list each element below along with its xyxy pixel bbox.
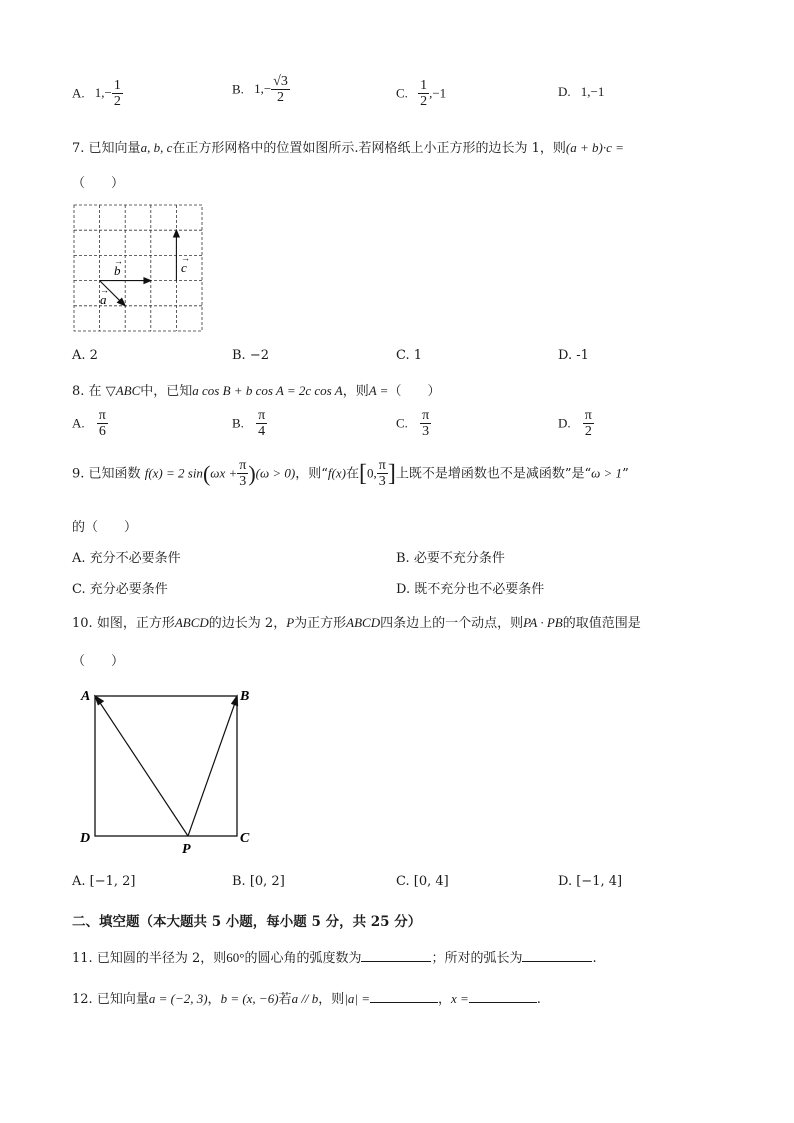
fig-label-c: C [240,831,250,846]
q10-text-e: 的取值范围是 [562,616,641,631]
q12-parallel: a // b [291,991,319,1006]
q9-fx: f(x) [327,465,346,481]
q12-stem [72,988,541,1007]
q10-text-a: 如图，正方形 [96,616,175,631]
q10-text-d: 四条边上的一个动点，则 [380,616,524,631]
q10-expression: PA · PB [523,615,563,630]
fig-label-p: P [182,842,191,857]
q6-option-a-letter: A. [72,85,85,101]
figure-vectors [95,696,238,836]
q9-text-b: ，则“ [295,466,328,482]
q6-option-b-fraction: $\frac{√3}{2}$ [273,74,288,106]
q8-paren: （ ） [388,384,441,399]
q12-blank-2[interactable] [469,990,537,1003]
q12-abs-a: |a| = [344,991,370,1006]
q8-option-d-fraction: $\frac{\pi}{2}$ [584,408,592,440]
q6-option-a-lead: 1,− [94,85,112,101]
q9-line2: 的（ ） [72,520,138,535]
q11-degree: 60° [226,950,245,965]
q12-vector-a: a = (−2, 3) [148,991,208,1006]
square-outline [95,696,237,836]
q7-vectors: a, b, c [140,140,173,155]
q8-option-c: C. $\frac{\pi}{3}$ [396,408,430,440]
q9-option-c: C. 充分必要条件 [72,582,168,597]
q8-option-d: D. $\frac{\pi}{2}$ [558,408,592,440]
q10-option-c: C. [0, 4] [396,874,449,889]
q6-option-d [558,84,604,100]
q7-grid-figure [70,200,210,336]
q8-text-a: 在 [88,384,102,399]
q9-text-a: 已知函数 [88,466,141,482]
q8-option-b: B. $\frac{\pi}{4}$ [232,408,266,440]
grid-label-c: c [181,260,187,275]
q8-text-c: ，则 [342,384,369,399]
grid-label-a-arrow: → [100,285,109,295]
q6-option-b-lead: 1,− [254,81,272,97]
q10-text-c: 为正方形 [294,616,347,631]
grid-label-c-arrow: → [181,253,190,263]
q11-text-b: 的圆心角的弧度数为 [244,951,362,966]
q8-option-a: A. $\frac{\pi}{6}$ [72,408,106,440]
q12-number: 12. [72,992,93,1007]
q6-option-d-text: 1,−1 [580,84,605,99]
q7-stem [72,137,624,156]
q11-stem [72,947,597,966]
q12-end: . [536,992,541,1007]
q9-option-a: A. 充分不必要条件 [72,551,181,566]
q10-option-d: D. [−1, 4] [558,874,623,889]
q9-text-c: 在 [345,466,359,482]
q8-text-b: 中，已知 [140,384,193,399]
q10-paren: （ ） [72,654,125,669]
section-2-title: 二、填空题（本大题共 5 小题，每小题 5 分，共 25 分） [72,914,422,930]
q10-stem [72,612,641,631]
q7-option-d: D. -1 [558,348,589,363]
grid-label-b: b [114,263,121,278]
q9-interval-end: $\frac{\pi}{3}$ [378,458,386,490]
q9-option-b: B. 必要不充分条件 [396,551,505,566]
q6-option-b-letter: B. [232,81,244,97]
q9-stem: 9. 已知函数 f(x) = 2 sin(ωx + $\frac{\pi}{3}$ )(ω > 0)，则“f(x)在[0, $\frac{\pi}{3}$ ]上既不是增函数也不是减函数”是“ω > 1” [72,458,629,490]
q8-answer-lead: A = [368,383,389,398]
q8-stem [72,380,440,399]
fig-label-a: A [81,689,91,704]
q9-pi-over-3: $\frac{\pi}{3}$ [239,458,247,490]
q9-option-d: D. 既不充分也不必要条件 [396,582,545,597]
q12-x-eq: x = [451,991,469,1006]
q6-option-a [72,78,123,110]
q7-expression: (a + b)·c = [565,140,624,155]
q7-option-a: A. 2 [72,348,98,363]
q8-option-a-fraction: $\frac{\pi}{6}$ [98,408,106,440]
q7-option-b: B. −2 [232,348,269,363]
q12-text-b: 若 [278,992,292,1007]
q8-expression: a cos B + b cos A = 2c cos A [192,383,343,398]
q12-comma: ， [437,992,451,1007]
q9-omega: ω > 1 [591,465,623,481]
q10-square-figure [74,682,264,858]
q10-square-2: ABCD [346,615,381,630]
q12-vector-b: b = (x, −6) [220,991,279,1006]
q9-text-d: 上既不是增函数也不是减函数”是“ [395,466,592,482]
q11-blank-1[interactable] [361,949,431,962]
q10-square: ABCD [174,615,209,630]
q7-text-b: 在正方形网格中的位置如图所示.若网格纸上小正方形的边长为 1，则 [172,141,566,156]
q6-option-d-letter: D. [558,84,571,99]
q9-condition: (ω > 0) [255,465,296,481]
q7-option-c: C. 1 [396,348,423,363]
q12-sep: ， [207,992,221,1007]
q6-option-b [232,74,290,106]
q10-option-b: B. [0, 2] [232,874,285,889]
q6-option-c-tail: ,−1 [429,85,447,101]
q10-text-b: 的边长为 2， [208,616,287,631]
q11-blank-2[interactable] [522,949,592,962]
vector-arrows [100,230,180,306]
q11-text-a: 已知圆的半径为 2，则 [96,951,227,966]
fig-label-b: B [240,689,250,704]
q7-text-a: 已知向量 [88,141,141,156]
q8-option-c-fraction: $\frac{\pi}{3}$ [422,408,430,440]
q7-number: 7. [72,141,85,156]
q9-function: f(x) = 2 sin [144,465,203,481]
q9-inner: ωx + [210,465,238,481]
q11-text-c: ；所对的弧长为 [431,951,523,966]
q9-text-e: ” [622,466,629,482]
q9-number: 9. [72,466,85,482]
q8-number: 8. [72,384,85,399]
fig-label-d: D [80,831,91,846]
q8-option-b-fraction: $\frac{\pi}{4}$ [258,408,266,440]
q6-option-a-fraction: $\frac{1}{2}$ [113,78,121,110]
q10-point: P [286,615,295,630]
q12-text-c: ，则 [318,992,345,1007]
q10-option-a: A. [−1, 2] [72,874,136,889]
q11-number: 11. [72,951,93,966]
q11-end: . [592,951,597,966]
q7-paren: （ ） [72,176,125,191]
grid-label-b-arrow: → [114,256,123,266]
q12-blank-1[interactable] [370,990,438,1003]
q12-text-a: 已知向量 [96,992,149,1007]
grid-label-a: a [100,292,107,307]
q8-triangle: ▽ABC [105,383,141,398]
q6-option-c-fraction: $\frac{1}{2}$ [420,78,428,110]
q10-number: 10. [72,616,93,631]
q6-option-c-letter: C. [396,85,408,101]
q9-interval-lead: 0, [366,465,377,481]
q6-option-c [396,78,446,110]
